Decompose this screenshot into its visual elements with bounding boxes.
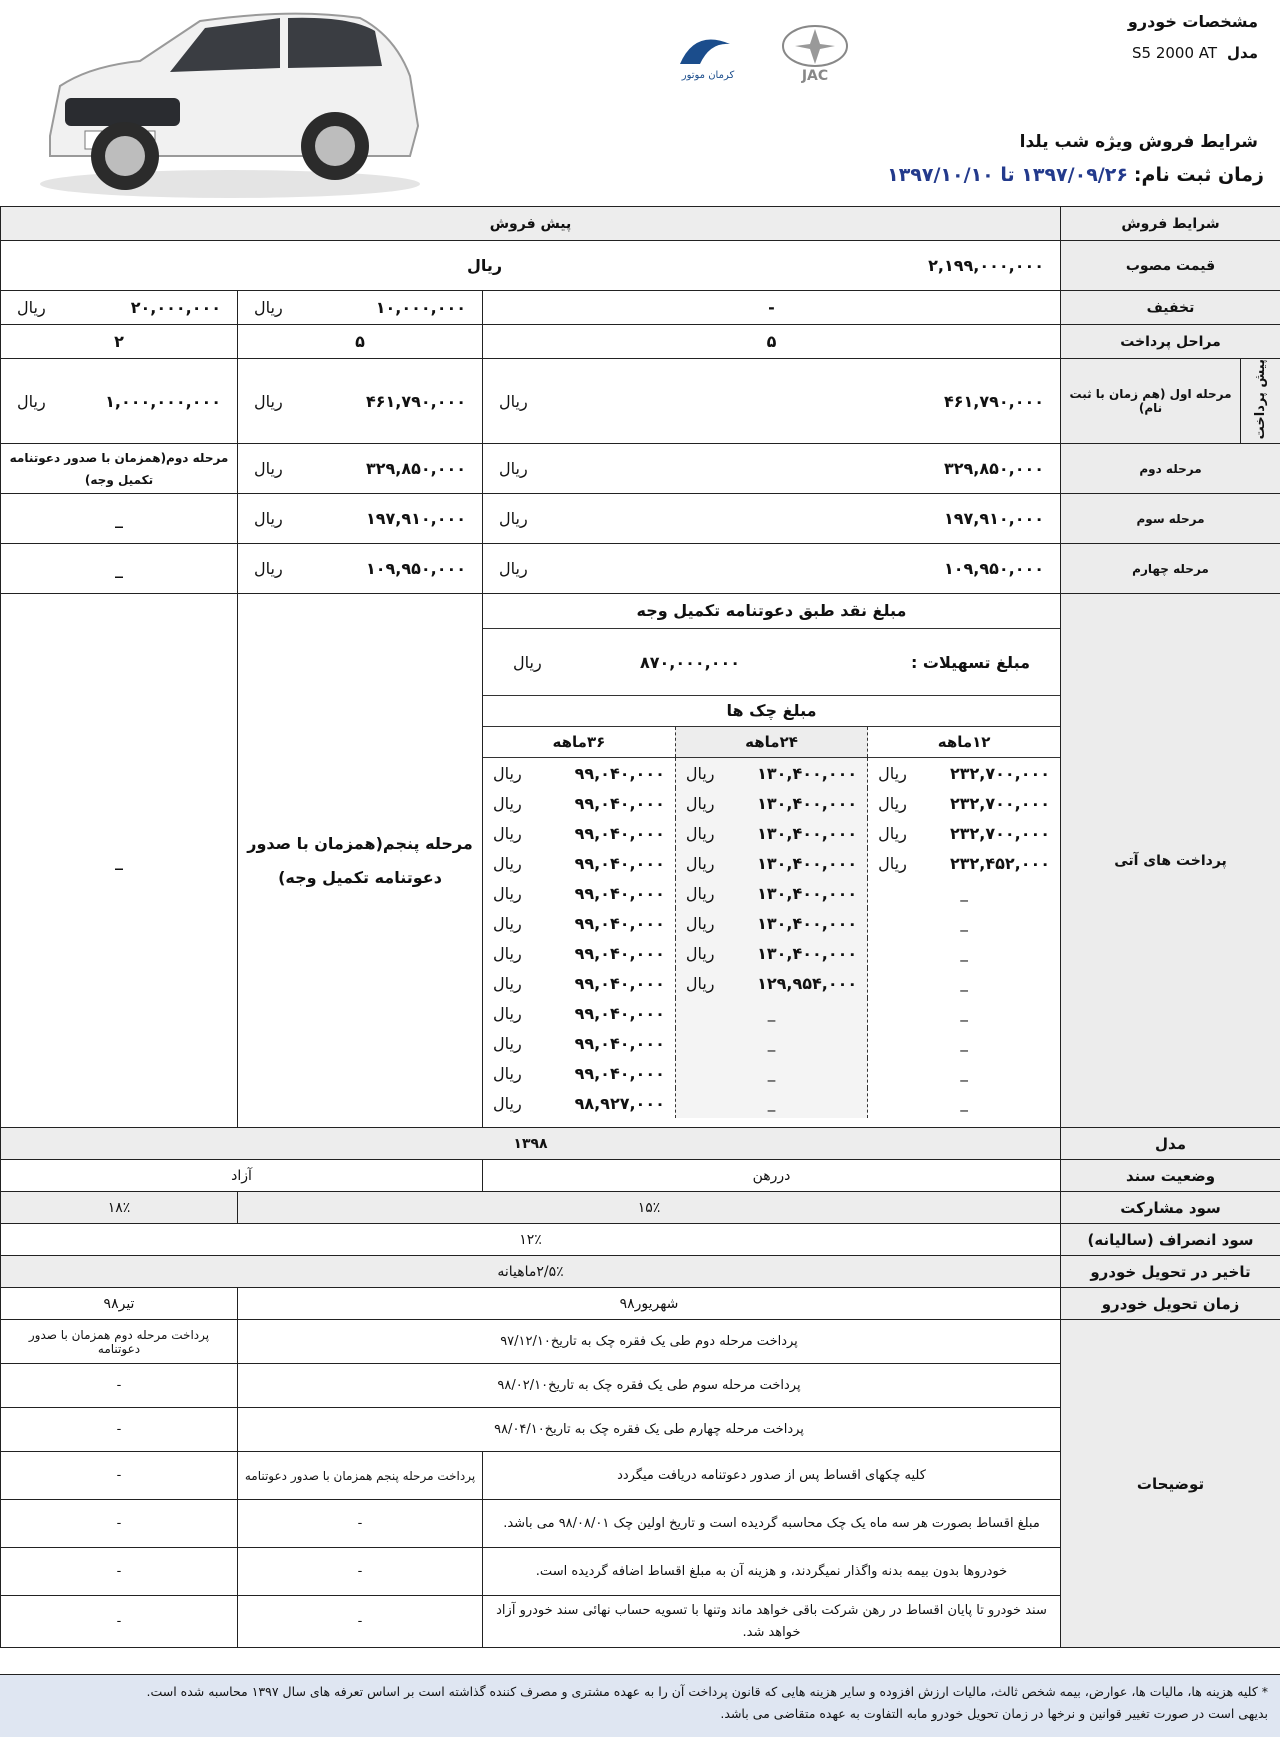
- check-cell: ۱۳۰,۴۰۰,۰۰۰ ریال: [675, 758, 867, 789]
- note-4-b: پرداخت مرحله پنجم همزمان با صدور دعوتنامه: [238, 1452, 483, 1500]
- delivery-a: شهریور۹۸: [238, 1288, 1061, 1320]
- check-cell: ۹۹,۰۴۰,۰۰۰ ریال: [493, 763, 665, 783]
- discount-label: تخفیف: [1061, 291, 1280, 325]
- check-row: [483, 1028, 1060, 1058]
- note-4-c: -: [1, 1452, 238, 1500]
- check-row: [483, 788, 1060, 818]
- note-7: سند خودرو تا پایان اقساط در رهن شرکت باقی خواهد ماند وتنها با تسویه حساب نهائی سند خودرو آزاد خواهد شد.: [483, 1596, 1061, 1648]
- model-year-label: مدل: [1061, 1128, 1280, 1160]
- check-cell: _: [868, 998, 1060, 1028]
- delay-label: تاخیر در تحویل خودرو: [1061, 1256, 1280, 1288]
- discount-a: -: [483, 291, 1061, 325]
- check-cell: ۹۹,۰۴۰,۰۰۰ ریال: [493, 1033, 665, 1053]
- doc-b: آزاد: [1, 1160, 483, 1192]
- stage1-b: ۴۶۱,۷۹۰,۰۰۰ ریال: [238, 359, 483, 444]
- stage3-a: ۱۹۷,۹۱۰,۰۰۰ ریال: [483, 494, 1061, 544]
- check-cell: ۹۹,۰۴۰,۰۰۰ ریال: [493, 913, 665, 933]
- price-currency: ریال: [467, 256, 503, 275]
- check-cell: ۹۹,۰۴۰,۰۰۰ ریال: [493, 943, 665, 963]
- check-cell: ۹۹,۰۴۰,۰۰۰ ریال: [493, 823, 665, 843]
- stage4-label: مرحله چهارم: [1061, 544, 1280, 594]
- stages-c: ۲: [1, 325, 238, 359]
- dealer-logo-text: کرمان موتور: [681, 70, 735, 81]
- stage5-note: مرحله پنجم(همزمان با صدور دعوتنامه تکمیل وجه): [238, 594, 483, 1128]
- stages-b: ۵: [238, 325, 483, 359]
- registration-time: [887, 164, 1264, 186]
- prepay-label: پیش پرداخت: [1241, 359, 1280, 444]
- check-cell: ۲۳۲,۴۵۲,۰۰۰ ریال: [868, 848, 1060, 878]
- notes-label: توضیحات: [1061, 1320, 1280, 1648]
- note-1-c: پرداخت مرحله دوم همزمان با صدور دعوتنامه: [1, 1320, 238, 1364]
- check-row: [483, 878, 1060, 908]
- note-7-b: -: [238, 1596, 483, 1648]
- discount-c: ۲۰,۰۰۰,۰۰۰ ریال: [1, 291, 238, 325]
- facility-row: [483, 629, 1060, 696]
- note-5-b: -: [238, 1500, 483, 1548]
- checks-title: مبلغ چک ها: [483, 696, 1060, 727]
- check-header-36: ۳۶ماهه: [483, 727, 675, 758]
- future-label: پرداخت های آتی: [1061, 594, 1280, 1128]
- conditions-label: شرایط فروش: [1061, 207, 1280, 241]
- check-cell: ۱۳۰,۴۰۰,۰۰۰ ریال: [675, 788, 867, 818]
- note-5: مبلغ اقساط بصورت هر سه ماه یک چک محاسبه گردیده است و تاریخ اولین چک ۹۸/۰۸/۰۱ می باشد.: [483, 1500, 1061, 1548]
- check-cell: _: [868, 878, 1060, 908]
- spec-title: مشخصات خودرو: [1127, 12, 1258, 31]
- check-cell: ۹۹,۰۴۰,۰۰۰ ریال: [493, 1003, 665, 1023]
- checks-table: [483, 727, 1060, 1118]
- check-row: [483, 848, 1060, 878]
- check-row: [483, 1058, 1060, 1088]
- cash-title: مبلغ نقد طبق دعوتنامه تکمیل وجه: [483, 594, 1060, 629]
- footer-line-2: بدیهی است در صورت تغییر قوانین و نرخها در زمان تحویل خودرو مابه التفاوت به عهده متقاضی می باشد.: [720, 1706, 1268, 1721]
- note-6: خودروها بدون بیمه بدنه واگذار نمیگردند، و هزینه آن به مبلغ اقساط اضافه گردیده است.: [483, 1548, 1061, 1596]
- check-cell: _: [868, 908, 1060, 938]
- check-cell: ۹۹,۰۴۰,۰۰۰ ریال: [493, 973, 665, 993]
- check-cell: ۱۳۰,۴۰۰,۰۰۰ ریال: [675, 848, 867, 878]
- profit-a: ۱۵٪: [238, 1192, 1061, 1224]
- check-row: [483, 908, 1060, 938]
- check-cell: _: [868, 938, 1060, 968]
- note-6-b: -: [238, 1548, 483, 1596]
- note-6-c: -: [1, 1548, 238, 1596]
- brand-logos: [670, 24, 870, 84]
- stage4-b: ۱۰۹,۹۵۰,۰۰۰ ریال: [238, 544, 483, 594]
- check-cell: _: [675, 1058, 867, 1088]
- check-cell: ۱۳۰,۴۰۰,۰۰۰ ریال: [675, 818, 867, 848]
- price-value: ۲,۱۹۹,۰۰۰,۰۰۰: [928, 256, 1044, 275]
- stage1-label: مرحله اول (هم زمان با ثبت نام): [1061, 359, 1241, 444]
- check-cell: ۱۳۰,۴۰۰,۰۰۰ ریال: [675, 938, 867, 968]
- facility-label: مبلغ تسهیلات :: [910, 652, 1030, 672]
- stage4-a: ۱۰۹,۹۵۰,۰۰۰ ریال: [483, 544, 1061, 594]
- delay-value: ۲/۵٪ماهیانه: [1, 1256, 1061, 1288]
- check-row: [483, 818, 1060, 848]
- footer-note: [0, 1674, 1280, 1737]
- stage1-c: ۱,۰۰۰,۰۰۰,۰۰۰ ریال: [1, 359, 238, 444]
- conditions-value: پیش فروش: [1, 207, 1061, 241]
- check-cell: _: [868, 968, 1060, 998]
- stages-label: مراحل پرداخت: [1061, 325, 1280, 359]
- check-row: [483, 758, 1060, 789]
- brand-logo-text: JAC: [801, 68, 829, 84]
- model-year-value: ۱۳۹۸: [1, 1128, 1061, 1160]
- doc-label: وضعیت سند: [1061, 1160, 1280, 1192]
- check-cell: ۹۹,۰۴۰,۰۰۰ ریال: [493, 793, 665, 813]
- check-cell: ۱۳۰,۴۰۰,۰۰۰ ریال: [675, 878, 867, 908]
- stage2-b: ۳۲۹,۸۵۰,۰۰۰ ریال: [238, 444, 483, 494]
- delivery-label: زمان تحویل خودرو: [1061, 1288, 1280, 1320]
- stage2-a: ۳۲۹,۸۵۰,۰۰۰ ریال: [483, 444, 1061, 494]
- delivery-b: تیر۹۸: [1, 1288, 238, 1320]
- check-cell: ۹۸,۹۲۷,۰۰۰ ریال: [493, 1093, 665, 1113]
- check-cell: _: [675, 1088, 867, 1118]
- note-4: کلیه چکهای اقساط پس از صدور دعوتنامه دریافت میگردد: [483, 1452, 1061, 1500]
- check-cell: _: [868, 1088, 1060, 1118]
- model-value: S5 2000 AT: [1131, 44, 1218, 62]
- check-cell: ۲۳۲,۷۰۰,۰۰۰ ریال: [868, 758, 1060, 789]
- sales-table: [0, 206, 1280, 1648]
- check-cell: ۲۳۲,۷۰۰,۰۰۰ ریال: [868, 818, 1060, 848]
- model-label: مدل: [1227, 44, 1258, 62]
- future-c: _: [1, 594, 238, 1128]
- check-cell: ۹۹,۰۴۰,۰۰۰ ریال: [493, 853, 665, 873]
- discount-b: ۱۰,۰۰۰,۰۰۰ ریال: [238, 291, 483, 325]
- check-row: [483, 998, 1060, 1028]
- check-header-12: ۱۲ماهه: [868, 727, 1060, 758]
- note-2-c: -: [1, 1364, 238, 1408]
- note-3: پرداخت مرحله چهارم طی یک فقره چک به تاریخ۹۸/۰۴/۱۰: [238, 1408, 1061, 1452]
- check-cell: ۹۹,۰۴۰,۰۰۰ ریال: [493, 883, 665, 903]
- stage2-note: مرحله دوم(همزمان با صدور دعوتنامه تکمیل وجه): [1, 444, 238, 494]
- footer-line-1: * کلیه هزینه ها، مالیات ها، عوارض، بیمه شخص ثالث، مالیات ارزش افزوده و سایر هزینه هایی که قانون پرداخت آن را به عهده مشتری و مصرف کننده گذاشته است بر اساس تعرفه های سال ۱۳۹۷ محاسبه شده است.: [146, 1684, 1268, 1699]
- check-cell: ۲۳۲,۷۰۰,۰۰۰ ریال: [868, 788, 1060, 818]
- price-cell: [1, 241, 1061, 291]
- check-row: [483, 938, 1060, 968]
- check-row: [483, 1088, 1060, 1118]
- stage2-label: مرحله دوم: [1061, 444, 1280, 494]
- sale-title: شرایط فروش ویژه شب یلدا: [1019, 132, 1258, 152]
- check-row: [483, 968, 1060, 998]
- doc-a: دررهن: [483, 1160, 1061, 1192]
- future-payments: [483, 594, 1061, 1128]
- stages-a: ۵: [483, 325, 1061, 359]
- registration-value: ۱۳۹۷/۰۹/۲۶ تا ۱۳۹۷/۱۰/۱۰: [887, 164, 1128, 186]
- check-cell: _: [868, 1028, 1060, 1058]
- note-7-c: -: [1, 1596, 238, 1648]
- check-cell: ۱۳۰,۴۰۰,۰۰۰ ریال: [675, 908, 867, 938]
- price-label: قیمت مصوب: [1061, 241, 1280, 291]
- stage3-label: مرحله سوم: [1061, 494, 1280, 544]
- car-image: [30, 6, 430, 202]
- cancel-value: ۱۲٪: [1, 1224, 1061, 1256]
- facility-value: ۸۷۰,۰۰۰,۰۰۰: [640, 652, 741, 672]
- check-cell: ۱۲۹,۹۵۴,۰۰۰ ریال: [675, 968, 867, 998]
- stage4-c: _: [1, 544, 238, 594]
- stage3-c: _: [1, 494, 238, 544]
- page-header: [0, 0, 1280, 205]
- check-cell: ۹۹,۰۴۰,۰۰۰ ریال: [493, 1063, 665, 1083]
- check-cell: _: [675, 998, 867, 1028]
- profit-b: ۱۸٪: [1, 1192, 238, 1224]
- spec-model: [1132, 44, 1258, 62]
- note-3-c: -: [1, 1408, 238, 1452]
- note-5-c: -: [1, 1500, 238, 1548]
- registration-label: زمان ثبت نام:: [1133, 164, 1264, 186]
- check-header-24: ۲۴ماهه: [675, 727, 867, 758]
- note-1: پرداخت مرحله دوم طی یک فقره چک به تاریخ۹۷/۱۲/۱۰: [238, 1320, 1061, 1364]
- check-cell: _: [868, 1058, 1060, 1088]
- check-cell: _: [675, 1028, 867, 1058]
- stage1-a: ۴۶۱,۷۹۰,۰۰۰ ریال: [483, 359, 1061, 444]
- stage3-b: ۱۹۷,۹۱۰,۰۰۰ ریال: [238, 494, 483, 544]
- note-2: پرداخت مرحله سوم طی یک فقره چک به تاریخ۹۸/۰۲/۱۰: [238, 1364, 1061, 1408]
- cancel-label: سود انصراف (سالیانه): [1061, 1224, 1280, 1256]
- profit-label: سود مشارکت: [1061, 1192, 1280, 1224]
- facility-currency: ریال: [513, 652, 542, 672]
